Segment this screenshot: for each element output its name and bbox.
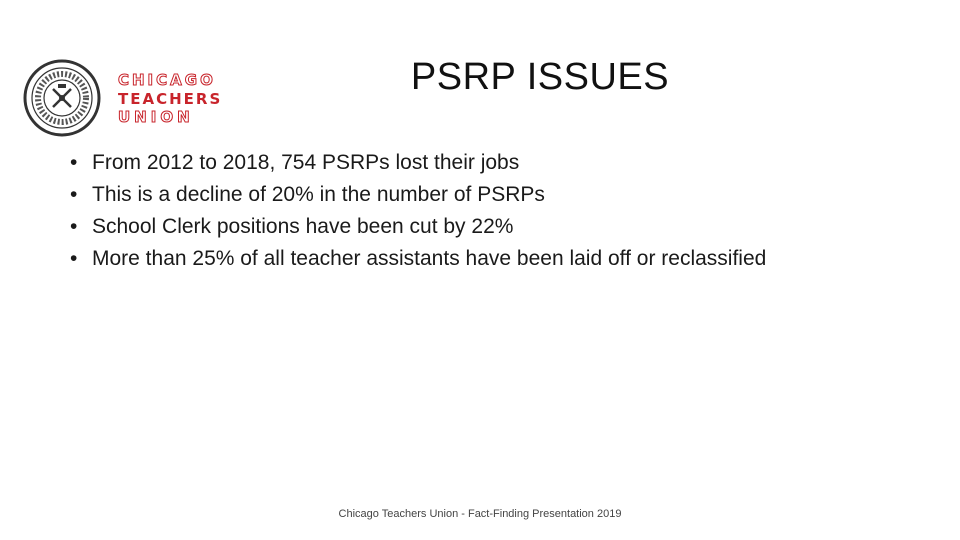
bullet-list	[70, 148, 890, 276]
ctu-seal-icon	[25, 61, 99, 135]
bullet-text: School Clerk positions have been cut by 22%	[92, 215, 514, 238]
svg-text:CHICAGO: CHICAGO	[118, 71, 216, 89]
bullet-marker: •	[70, 151, 78, 174]
bullet-item	[70, 212, 890, 241]
bullet-item	[70, 148, 890, 177]
svg-text:TEACHERS: TEACHERS	[118, 90, 223, 108]
slide-title: PSRP ISSUES	[410, 56, 670, 98]
bullet-marker: •	[70, 247, 78, 270]
bullet-text: From 2012 to 2018, 754 PSRPs lost their jobs	[92, 151, 520, 174]
bullet-text: This is a decline of 20% in the number of PSRPs	[92, 183, 545, 206]
bullet-item	[70, 180, 890, 209]
ctu-wordmark	[118, 71, 222, 126]
bullet-text: More than 25% of all teacher assistants have been laid off or reclassified	[92, 247, 767, 270]
bullet-item	[70, 244, 890, 273]
ctu-logo-graphic	[22, 58, 232, 140]
slide-footer: Chicago Teachers Union - Fact-Finding Presentation 2019	[338, 508, 622, 520]
chicago-teachers-union-logo	[22, 58, 232, 140]
bullet-marker: •	[70, 215, 78, 238]
svg-text:UNION: UNION	[118, 108, 194, 126]
bullet-marker: •	[70, 183, 78, 206]
